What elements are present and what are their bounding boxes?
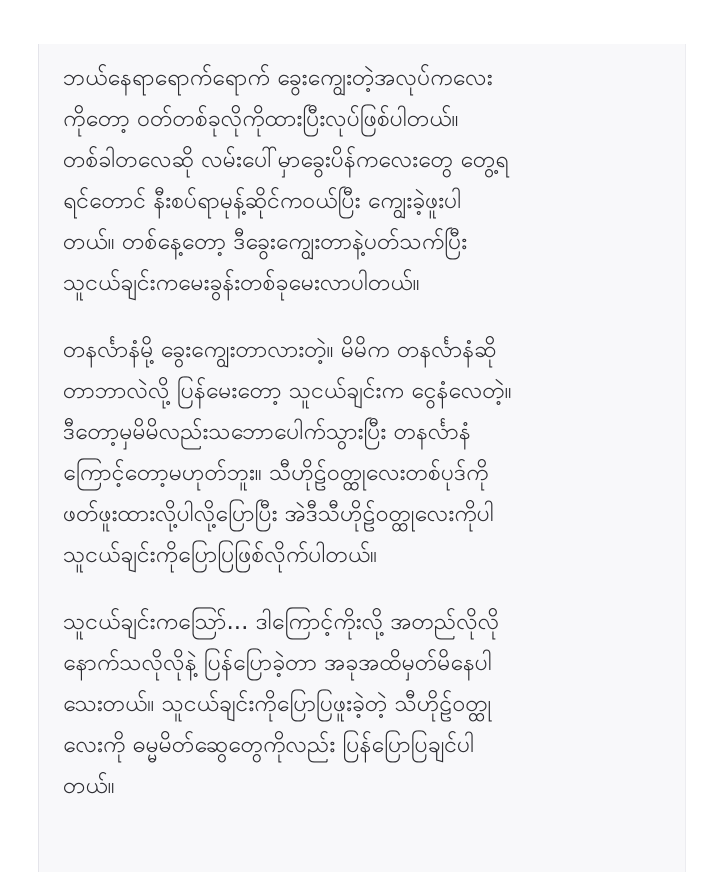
document-body bbox=[63, 58, 673, 833]
text-line: သေးတယ်။ သူငယ်ချင်းကိုပြောပြဖူးခဲ့တဲ့ သီဟိုဠ်ဝတ္ထု bbox=[63, 691, 492, 717]
text-line: သူငယ်ချင်းကိုပြောပြဖြစ်လိုက်ပါတယ်။ bbox=[63, 542, 378, 568]
paragraph-3 bbox=[63, 602, 673, 807]
text-line: ဖတ်ဖူးထားလို့ပါလို့ပြောပြီး အဲဒီသီဟိုဠ်ဝတ္ထုလေးကိုပါ bbox=[63, 501, 494, 527]
document-page bbox=[38, 44, 686, 872]
text-line: လေးကို ဓမ္မမိတ်ဆွေတွေကိုလည်း ပြန်ပြောပြချင်ပါ bbox=[63, 732, 475, 758]
text-line: နောက်သလိုလိုနဲ့ ပြန်ပြောခဲ့တာ အခုအထိမှတ်မိနေပါ bbox=[63, 650, 492, 676]
paragraph-1 bbox=[63, 58, 673, 304]
text-line: ဒီတော့မှမိမိလည်းသဘောပေါက်သွားပြီး တနင်္လာနံ bbox=[63, 419, 471, 445]
text-line: ရင်တောင် နီးစပ်ရာမုန့်ဆိုင်ကဝယ်ပြီး ကျွေးခဲ့ဖူးပါ bbox=[63, 188, 462, 214]
text-line: သူငယ်ချင်းကမေးခွန်းတစ်ခုမေးလာပါတယ်။ bbox=[63, 270, 420, 296]
paragraph-2 bbox=[63, 330, 673, 576]
text-line: ကြောင့်တော့မဟုတ်ဘူး။ သီဟိုဠ်ဝတ္ထုလေးတစ်ပုဒ်ကို bbox=[63, 460, 489, 486]
text-line: တနင်္လာနံမို့ ခွေးကျွေးတာလားတဲ့။ မိမိက တနင်္လာနံဆို bbox=[63, 337, 497, 363]
text-line: သူငယ်ချင်းကသြော်... ဒါကြောင့်ကိုးလို့ အတည်လိုလို bbox=[63, 609, 500, 635]
text-line: တယ်။ bbox=[63, 773, 115, 799]
text-line: ဘယ်နေရာရောက်ရောက် ခွေးကျွေးတဲ့အလုပ်ကလေး bbox=[63, 65, 493, 91]
text-line: တစ်ခါတလေဆို လမ်းပေါ်မှာခွေးပိန်ကလေးတွေ တွေ့ရ bbox=[63, 147, 509, 173]
text-line: တာဘာလဲလို့ ပြန်မေးတော့ သူငယ်ချင်းက ငွေနံလေတဲ့။ bbox=[63, 378, 512, 404]
text-line: ကိုတော့ ဝတ်တစ်ခုလိုကိုထားပြီးလုပ်ဖြစ်ပါတယ်။ bbox=[63, 106, 459, 132]
text-line: တယ်။ တစ်နေ့တော့ ဒီခွေးကျွေးတာနဲ့ပတ်သက်ပြီး bbox=[63, 229, 468, 255]
